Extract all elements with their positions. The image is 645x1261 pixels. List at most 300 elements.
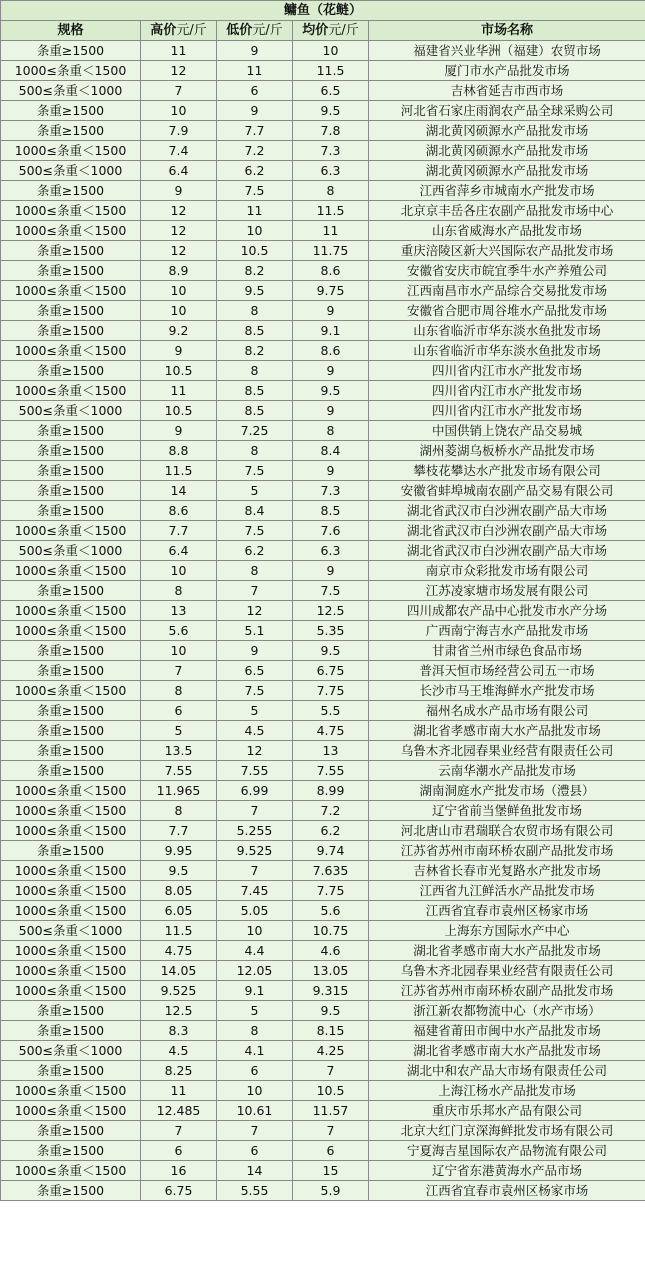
cell-spec: 条重≥1500 [1,761,141,781]
cell-low-price: 8.2 [217,261,293,281]
cell-market-name: 湖北省武汉市白沙洲农副产品大市场 [369,541,645,561]
cell-spec: 1000≤条重＜1500 [1,281,141,301]
table-row [1,1121,645,1141]
cell-low-price: 12 [217,601,293,621]
cell-avg-price: 7.8 [293,121,369,141]
cell-avg-price: 15 [293,1161,369,1181]
cell-high-price: 7.7 [141,821,217,841]
header-high [141,21,217,41]
cell-high-price: 8 [141,681,217,701]
cell-low-price: 7.55 [217,761,293,781]
table-row [1,641,645,661]
cell-spec: 1000≤条重＜1500 [1,521,141,541]
cell-spec: 1000≤条重＜1500 [1,601,141,621]
cell-market-name: 江苏省苏州市南环桥农副产品批发市场 [369,981,645,1001]
cell-avg-price: 7.55 [293,761,369,781]
cell-market-name: 重庆市乐邦水产品有限公司 [369,1101,645,1121]
cell-market-name: 攀枝花攀达水产批发市场有限公司 [369,461,645,481]
cell-low-price: 7.5 [217,461,293,481]
cell-spec: 1000≤条重＜1500 [1,61,141,81]
table-row [1,1141,645,1161]
cell-market-name: 湖北黄冈硕源水产品批发市场 [369,141,645,161]
cell-avg-price: 7.75 [293,881,369,901]
cell-market-name: 湖北省武汉市白沙洲农副产品大市场 [369,501,645,521]
cell-low-price: 7.25 [217,421,293,441]
cell-high-price: 6.4 [141,161,217,181]
cell-spec: 条重≥1500 [1,301,141,321]
table-row [1,901,645,921]
header-row [1,21,645,41]
cell-low-price: 6 [217,1061,293,1081]
table-row [1,621,645,641]
cell-high-price: 4.5 [141,1041,217,1061]
cell-market-name: 普洱天恒市场经营公司五一市场 [369,661,645,681]
cell-high-price: 14.05 [141,961,217,981]
cell-low-price: 10 [217,1081,293,1101]
cell-market-name: 北京大红门京深海鲜批发市场有限公司 [369,1121,645,1141]
cell-high-price: 9 [141,421,217,441]
cell-avg-price: 4.75 [293,721,369,741]
table-row [1,681,645,701]
header-avg-unit: 元/斤 [328,23,359,38]
cell-spec: 条重≥1500 [1,421,141,441]
cell-avg-price: 7.635 [293,861,369,881]
table-row [1,41,645,61]
cell-low-price: 6.2 [217,541,293,561]
cell-low-price: 12.05 [217,961,293,981]
cell-spec: 条重≥1500 [1,441,141,461]
cell-market-name: 辽宁省东港黄海水产品市场 [369,1161,645,1181]
cell-spec: 条重≥1500 [1,101,141,121]
cell-spec: 条重≥1500 [1,1001,141,1021]
table-row [1,461,645,481]
table-row [1,221,645,241]
cell-low-price: 6 [217,1141,293,1161]
table-row [1,601,645,621]
cell-market-name: 安徽省蚌埠城南农副产品交易有限公司 [369,481,645,501]
cell-high-price: 9.5 [141,861,217,881]
cell-avg-price: 4.6 [293,941,369,961]
cell-avg-price: 7.6 [293,521,369,541]
cell-low-price: 7 [217,801,293,821]
header-avg [293,21,369,41]
cell-high-price: 9 [141,181,217,201]
cell-spec: 条重≥1500 [1,581,141,601]
cell-high-price: 9.95 [141,841,217,861]
cell-low-price: 10 [217,921,293,941]
cell-high-price: 9.2 [141,321,217,341]
table-row [1,61,645,81]
cell-market-name: 山东省临沂市华东淡水鱼批发市场 [369,321,645,341]
cell-market-name: 湖北黄冈硕源水产品批发市场 [369,121,645,141]
cell-avg-price: 9 [293,361,369,381]
cell-spec: 条重≥1500 [1,701,141,721]
table-row [1,481,645,501]
cell-avg-price: 8 [293,181,369,201]
table-row [1,841,645,861]
cell-low-price: 8.4 [217,501,293,521]
cell-avg-price: 6.75 [293,661,369,681]
cell-avg-price: 13 [293,741,369,761]
cell-avg-price: 8 [293,421,369,441]
cell-spec: 1000≤条重＜1500 [1,561,141,581]
cell-spec: 条重≥1500 [1,361,141,381]
cell-market-name: 江西省宜春市袁州区杨家市场 [369,901,645,921]
cell-avg-price: 9.74 [293,841,369,861]
table-row [1,721,645,741]
cell-market-name: 厦门市水产品批发市场 [369,61,645,81]
cell-avg-price: 10 [293,41,369,61]
cell-low-price: 4.1 [217,1041,293,1061]
cell-spec: 条重≥1500 [1,181,141,201]
cell-spec: 1000≤条重＜1500 [1,981,141,1001]
table-row [1,441,645,461]
cell-high-price: 8 [141,801,217,821]
cell-high-price: 11 [141,1081,217,1101]
cell-low-price: 5 [217,481,293,501]
table-row [1,341,645,361]
cell-high-price: 16 [141,1161,217,1181]
cell-market-name: 南京市众彩批发市场有限公司 [369,561,645,581]
table-row [1,141,645,161]
header-low [217,21,293,41]
table-row [1,201,645,221]
cell-low-price: 8.2 [217,341,293,361]
cell-market-name: 四川省内江市水产批发市场 [369,361,645,381]
cell-avg-price: 7 [293,1121,369,1141]
cell-spec: 条重≥1500 [1,1121,141,1141]
table-row [1,581,645,601]
cell-avg-price: 9 [293,561,369,581]
cell-high-price: 12 [141,221,217,241]
table-row [1,261,645,281]
cell-spec: 条重≥1500 [1,1141,141,1161]
cell-high-price: 7.4 [141,141,217,161]
cell-low-price: 7.45 [217,881,293,901]
cell-low-price: 7 [217,1121,293,1141]
cell-market-name: 湖州菱湖乌板桥水产品批发市场 [369,441,645,461]
header-spec: 规格 [1,21,141,41]
cell-market-name: 江西南昌市水产品综合交易批发市场 [369,281,645,301]
cell-low-price: 12 [217,741,293,761]
cell-market-name: 广西南宁海吉水产品批发市场 [369,621,645,641]
table-row [1,321,645,341]
cell-high-price: 6.4 [141,541,217,561]
cell-spec: 条重≥1500 [1,841,141,861]
cell-spec: 1000≤条重＜1500 [1,781,141,801]
cell-avg-price: 11.5 [293,61,369,81]
cell-avg-price: 11 [293,221,369,241]
header-low-unit: 元/斤 [252,23,283,38]
cell-spec: 1000≤条重＜1500 [1,201,141,221]
cell-market-name: 湖北省孝感市南大水产品批发市场 [369,941,645,961]
table-row [1,421,645,441]
table-row [1,521,645,541]
cell-low-price: 6.2 [217,161,293,181]
cell-low-price: 7.2 [217,141,293,161]
cell-avg-price: 9 [293,301,369,321]
cell-spec: 条重≥1500 [1,1021,141,1041]
cell-high-price: 11 [141,381,217,401]
table-row [1,241,645,261]
cell-high-price: 6.05 [141,901,217,921]
table-row [1,361,645,381]
cell-market-name: 江西省萍乡市城南水产批发市场 [369,181,645,201]
cell-avg-price: 6.3 [293,541,369,561]
cell-market-name: 上海东方国际水产中心 [369,921,645,941]
table-row [1,861,645,881]
cell-avg-price: 8.99 [293,781,369,801]
cell-market-name: 江西省宜春市袁州区杨家市场 [369,1181,645,1201]
table-row [1,881,645,901]
cell-low-price: 9.1 [217,981,293,1001]
cell-high-price: 8.9 [141,261,217,281]
cell-low-price: 9 [217,101,293,121]
cell-low-price: 7.7 [217,121,293,141]
table-row [1,1101,645,1121]
cell-low-price: 9 [217,641,293,661]
cell-spec: 条重≥1500 [1,741,141,761]
cell-market-name: 中国供销上饶农产品交易城 [369,421,645,441]
cell-low-price: 10.61 [217,1101,293,1121]
cell-avg-price: 9 [293,401,369,421]
cell-low-price: 9.5 [217,281,293,301]
cell-spec: 条重≥1500 [1,1181,141,1201]
cell-market-name: 四川成都农产品中心批发市水产分场 [369,601,645,621]
table-row [1,661,645,681]
cell-high-price: 11 [141,41,217,61]
cell-high-price: 12 [141,61,217,81]
table-row [1,561,645,581]
cell-high-price: 8.3 [141,1021,217,1041]
cell-high-price: 10 [141,101,217,121]
cell-avg-price: 7.3 [293,141,369,161]
cell-avg-price: 4.25 [293,1041,369,1061]
cell-high-price: 9 [141,341,217,361]
cell-spec: 500≤条重＜1000 [1,1041,141,1061]
cell-spec: 1000≤条重＜1500 [1,941,141,961]
cell-market-name: 四川省内江市水产批发市场 [369,381,645,401]
cell-spec: 500≤条重＜1000 [1,401,141,421]
table-row [1,761,645,781]
cell-high-price: 11.5 [141,921,217,941]
cell-high-price: 8.8 [141,441,217,461]
cell-low-price: 5.1 [217,621,293,641]
cell-market-name: 湖北省孝感市南大水产品批发市场 [369,721,645,741]
table-row [1,1081,645,1101]
cell-avg-price: 6.3 [293,161,369,181]
cell-market-name: 四川省内江市水产批发市场 [369,401,645,421]
cell-high-price: 12.5 [141,1001,217,1021]
cell-high-price: 8.6 [141,501,217,521]
cell-low-price: 5 [217,1001,293,1021]
cell-spec: 条重≥1500 [1,481,141,501]
cell-high-price: 14 [141,481,217,501]
cell-low-price: 5.55 [217,1181,293,1201]
table-row [1,121,645,141]
table-row [1,161,645,181]
cell-spec: 1000≤条重＜1500 [1,681,141,701]
cell-spec: 条重≥1500 [1,641,141,661]
cell-avg-price: 9.5 [293,641,369,661]
cell-high-price: 7 [141,1121,217,1141]
cell-avg-price: 5.6 [293,901,369,921]
cell-low-price: 8 [217,301,293,321]
cell-low-price: 5.05 [217,901,293,921]
table-row [1,401,645,421]
cell-market-name: 安徽省安庆市皖宜季牛水产养殖公司 [369,261,645,281]
cell-avg-price: 11.5 [293,201,369,221]
table-row [1,961,645,981]
cell-low-price: 8.5 [217,381,293,401]
cell-low-price: 8.5 [217,321,293,341]
cell-avg-price: 7 [293,1061,369,1081]
cell-market-name: 乌鲁木齐北园春果业经营有限责任公司 [369,741,645,761]
cell-low-price: 11 [217,201,293,221]
cell-market-name: 吉林省延吉市西市场 [369,81,645,101]
cell-high-price: 12.485 [141,1101,217,1121]
cell-spec: 条重≥1500 [1,661,141,681]
table-row [1,1021,645,1041]
table-title: 鳙鱼（花鲢） [0,0,645,20]
cell-avg-price: 8.6 [293,341,369,361]
cell-high-price: 10.5 [141,361,217,381]
cell-low-price: 7.5 [217,681,293,701]
cell-low-price: 8.5 [217,401,293,421]
cell-market-name: 湖北省武汉市白沙洲农副产品大市场 [369,521,645,541]
table-row [1,381,645,401]
table-row [1,941,645,961]
cell-market-name: 北京京丰岳各庄农副产品批发市场中心 [369,201,645,221]
cell-high-price: 12 [141,201,217,221]
cell-low-price: 8 [217,561,293,581]
cell-spec: 1000≤条重＜1500 [1,1161,141,1181]
cell-high-price: 10 [141,281,217,301]
cell-high-price: 10 [141,641,217,661]
cell-low-price: 9 [217,41,293,61]
cell-market-name: 长沙市马王堆海鲜水产批发市场 [369,681,645,701]
cell-avg-price: 10.75 [293,921,369,941]
cell-low-price: 6 [217,81,293,101]
cell-low-price: 9.525 [217,841,293,861]
cell-low-price: 5.255 [217,821,293,841]
table-row [1,1161,645,1181]
cell-avg-price: 7.2 [293,801,369,821]
cell-market-name: 江苏凌家塘市场发展有限公司 [369,581,645,601]
table-row [1,181,645,201]
cell-market-name: 福建省莆田市闽中水产品批发市场 [369,1021,645,1041]
cell-high-price: 8.25 [141,1061,217,1081]
cell-spec: 1000≤条重＜1500 [1,621,141,641]
table-row [1,501,645,521]
table-row [1,1181,645,1201]
cell-avg-price: 8.15 [293,1021,369,1041]
cell-spec: 1000≤条重＜1500 [1,141,141,161]
table-row [1,541,645,561]
table-row [1,821,645,841]
cell-high-price: 7.9 [141,121,217,141]
cell-low-price: 4.5 [217,721,293,741]
cell-high-price: 8 [141,581,217,601]
cell-avg-price: 9.1 [293,321,369,341]
cell-low-price: 8 [217,441,293,461]
cell-market-name: 辽宁省前当堡鲜鱼批发市场 [369,801,645,821]
cell-high-price: 7 [141,661,217,681]
cell-market-name: 上海江杨水产品批发市场 [369,1081,645,1101]
cell-spec: 1000≤条重＜1500 [1,801,141,821]
cell-low-price: 6.5 [217,661,293,681]
cell-spec: 条重≥1500 [1,121,141,141]
cell-avg-price: 5.5 [293,701,369,721]
cell-avg-price: 10.5 [293,1081,369,1101]
cell-high-price: 7 [141,81,217,101]
cell-spec: 1000≤条重＜1500 [1,861,141,881]
cell-market-name: 浙江新农都物流中心（水产市场） [369,1001,645,1021]
table-row [1,801,645,821]
cell-low-price: 7.5 [217,521,293,541]
cell-market-name: 福建省兴业华洲（福建）农贸市场 [369,41,645,61]
table-row [1,741,645,761]
table-body [1,41,645,1201]
cell-low-price: 7 [217,581,293,601]
table-row [1,781,645,801]
cell-avg-price: 9 [293,461,369,481]
cell-spec: 条重≥1500 [1,321,141,341]
cell-low-price: 10 [217,221,293,241]
cell-spec: 1000≤条重＜1500 [1,381,141,401]
cell-market-name: 安徽省合肥市周谷堆水产品批发市场 [369,301,645,321]
cell-market-name: 江苏省苏州市南环桥农副产品批发市场 [369,841,645,861]
cell-high-price: 9.525 [141,981,217,1001]
cell-spec: 1000≤条重＜1500 [1,881,141,901]
cell-high-price: 13 [141,601,217,621]
table-row [1,1061,645,1081]
cell-avg-price: 6.5 [293,81,369,101]
cell-spec: 500≤条重＜1000 [1,541,141,561]
cell-market-name: 云南华潮水产品批发市场 [369,761,645,781]
cell-avg-price: 7.75 [293,681,369,701]
cell-avg-price: 9.5 [293,1001,369,1021]
cell-market-name: 湖北中和农产品大市场有限责任公司 [369,1061,645,1081]
cell-high-price: 5 [141,721,217,741]
cell-high-price: 10.5 [141,401,217,421]
cell-spec: 条重≥1500 [1,501,141,521]
cell-spec: 1000≤条重＜1500 [1,821,141,841]
cell-high-price: 12 [141,241,217,261]
cell-spec: 1000≤条重＜1500 [1,1101,141,1121]
cell-market-name: 吉林省长春市光复路水产批发市场 [369,861,645,881]
cell-market-name: 甘肃省兰州市绿色食品市场 [369,641,645,661]
cell-spec: 1000≤条重＜1500 [1,1081,141,1101]
cell-spec: 1000≤条重＜1500 [1,341,141,361]
header-avg-label: 均价 [302,23,329,38]
cell-avg-price: 5.9 [293,1181,369,1201]
cell-market-name: 湖南洞庭水产批发市场（澧县） [369,781,645,801]
table-row [1,701,645,721]
cell-avg-price: 11.57 [293,1101,369,1121]
cell-spec: 条重≥1500 [1,1061,141,1081]
table-row [1,81,645,101]
cell-market-name: 山东省威海水产品批发市场 [369,221,645,241]
cell-spec: 条重≥1500 [1,261,141,281]
cell-avg-price: 8.6 [293,261,369,281]
cell-avg-price: 9.75 [293,281,369,301]
cell-low-price: 5 [217,701,293,721]
cell-avg-price: 7.3 [293,481,369,501]
cell-market-name: 江西省九江鲜活水产品批发市场 [369,881,645,901]
cell-low-price: 10.5 [217,241,293,261]
cell-high-price: 4.75 [141,941,217,961]
